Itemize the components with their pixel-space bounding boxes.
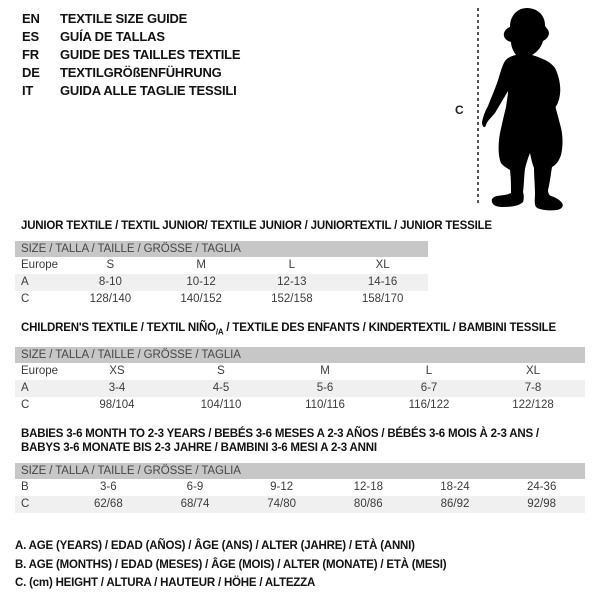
- size-header-bar: SIZE / TALLA / TAILLE / GRÖSSE / TAGLIA: [15, 347, 585, 363]
- language-label: GUIDE DES TAILLES TEXTILE: [60, 47, 241, 62]
- row-label: B: [21, 481, 29, 493]
- row-value: 80/86: [353, 498, 383, 510]
- table-title-line: JUNIOR TEXTILE / TEXTIL JUNIOR/ TEXTILE JUNIOR / JUNIORTEXTIL / JUNIOR TESSILE: [21, 220, 492, 232]
- language-row: [22, 10, 240, 28]
- height-measure-figure: [440, 0, 600, 215]
- size-table-children: [15, 321, 585, 414]
- row-value: XL: [525, 365, 541, 378]
- row-value: 74/80: [267, 498, 297, 510]
- row-value: 110/116: [305, 399, 345, 412]
- row-value: 6-7: [420, 382, 438, 395]
- row-label: C: [21, 293, 30, 305]
- toddler-silhouette-icon: [475, 0, 600, 215]
- row-value: 18-24: [440, 481, 470, 493]
- row-value: XL: [375, 259, 390, 271]
- row-value: 7-8: [524, 382, 542, 395]
- language-code: DE: [22, 65, 40, 80]
- language-label: TEXTILE SIZE GUIDE: [60, 11, 188, 26]
- row-label: A: [21, 276, 29, 288]
- row-value: 14-16: [367, 276, 398, 288]
- row-value: 68/74: [180, 498, 210, 510]
- language-code: EN: [22, 11, 40, 26]
- row-label: Europe: [21, 259, 59, 271]
- measurement-legend: [15, 537, 446, 593]
- language-row: [22, 64, 240, 82]
- table-row-europe: [15, 363, 585, 380]
- table-row-c: [15, 496, 585, 513]
- language-code: ES: [22, 29, 39, 44]
- language-list: [22, 10, 240, 100]
- language-row: [22, 46, 240, 64]
- table-title-line: BABIES 3-6 MONTH TO 2-3 YEARS / BEBÉS 3-6 MESES A 2-3 AÑOS / BÉBÉS 3-6 MOIS À 2-3 ANS /: [21, 428, 539, 440]
- row-value: 62/68: [93, 498, 123, 510]
- row-value: 12-13: [277, 276, 307, 288]
- row-value: 140/152: [180, 293, 222, 305]
- table-row-a: [15, 274, 428, 291]
- row-label: C: [21, 399, 30, 412]
- row-value: 3-4: [108, 382, 126, 395]
- legend-line: B. AGE (MONTHS) / EDAD (MESES) / ÂGE (MOIS) / ALTER (MONATE) / ETÀ (MESI): [15, 558, 447, 571]
- language-code: IT: [22, 83, 34, 98]
- row-label: C: [21, 498, 30, 510]
- row-value: 6-9: [186, 481, 204, 493]
- language-label: GUÍA DE TALLAS: [60, 29, 165, 44]
- table-row-europe: [15, 257, 428, 274]
- size-header-bar: SIZE / TALLA / TAILLE / GRÖSSE / TAGLIA: [15, 241, 428, 257]
- row-value: 9-12: [270, 481, 294, 493]
- row-value: 158/170: [361, 293, 404, 305]
- language-label: TEXTILGRÖßENFÜHRUNG: [60, 65, 222, 80]
- row-label: Europe: [21, 365, 59, 378]
- table-row-b: [15, 479, 585, 496]
- measure-label-c: C: [455, 103, 464, 117]
- row-value: 98/104: [99, 399, 135, 412]
- language-row: [22, 82, 240, 100]
- row-label: A: [21, 382, 29, 395]
- row-value: 116/122: [408, 399, 450, 412]
- row-value: 10-12: [186, 276, 216, 288]
- row-value: 152/158: [271, 293, 313, 305]
- row-value: 8-10: [98, 276, 122, 288]
- legend-line: A. AGE (YEARS) / EDAD (AÑOS) / ÂGE (ANS) / ALTER (JAHRE) / ETÀ (ANNI): [15, 540, 415, 552]
- size-header-bar: SIZE / TALLA / TAILLE / GRÖSSE / TAGLIA: [15, 463, 585, 479]
- table-row-c: [15, 291, 428, 308]
- row-value: S: [106, 259, 115, 271]
- row-value: XS: [109, 365, 125, 378]
- language-label: GUIDA ALLE TAGLIE TESSILI: [60, 83, 237, 98]
- row-value: 24-36: [526, 481, 557, 493]
- size-table-babies: [15, 427, 585, 513]
- language-code: FR: [22, 47, 39, 62]
- size-table-junior: [15, 219, 492, 308]
- table-title-babies: [21, 427, 585, 455]
- row-value: L: [425, 365, 433, 378]
- row-value: 12-18: [353, 481, 384, 493]
- table-title-junior: [21, 219, 492, 233]
- row-value: 86/92: [440, 498, 470, 510]
- table-title-line: BABYS 3-6 MONATE BIS 2-3 JAHRE / BAMBINI 3-6 MESI A 2-3 ANNI: [21, 442, 377, 454]
- row-value: 128/140: [89, 293, 132, 305]
- row-value: 4-5: [212, 382, 230, 395]
- row-value: 5-6: [316, 382, 334, 395]
- table-title-line: CHILDREN'S TEXTILE / TEXTIL $NIÑO_{/A}$ / TEXTILE DES ENFANTS / KINDERTEXTIL / BAMBINI TESSILE: [21, 322, 556, 337]
- row-value: 104/110: [200, 399, 242, 412]
- row-value: 122/128: [512, 399, 554, 412]
- table-row-a: [15, 380, 585, 397]
- row-value: S: [217, 365, 225, 378]
- language-row: [22, 28, 240, 46]
- row-value: L: [288, 259, 296, 271]
- row-value: 92/98: [527, 498, 557, 510]
- row-value: M: [196, 259, 206, 271]
- row-value: M: [320, 365, 330, 378]
- legend-line: C. (cm) HEIGHT / ALTURA / HAUTEUR / HÖHE / ALTEZZA: [15, 577, 316, 589]
- table-row-c: [15, 397, 585, 414]
- table-title-children: [21, 321, 585, 339]
- row-value: 3-6: [100, 481, 117, 493]
